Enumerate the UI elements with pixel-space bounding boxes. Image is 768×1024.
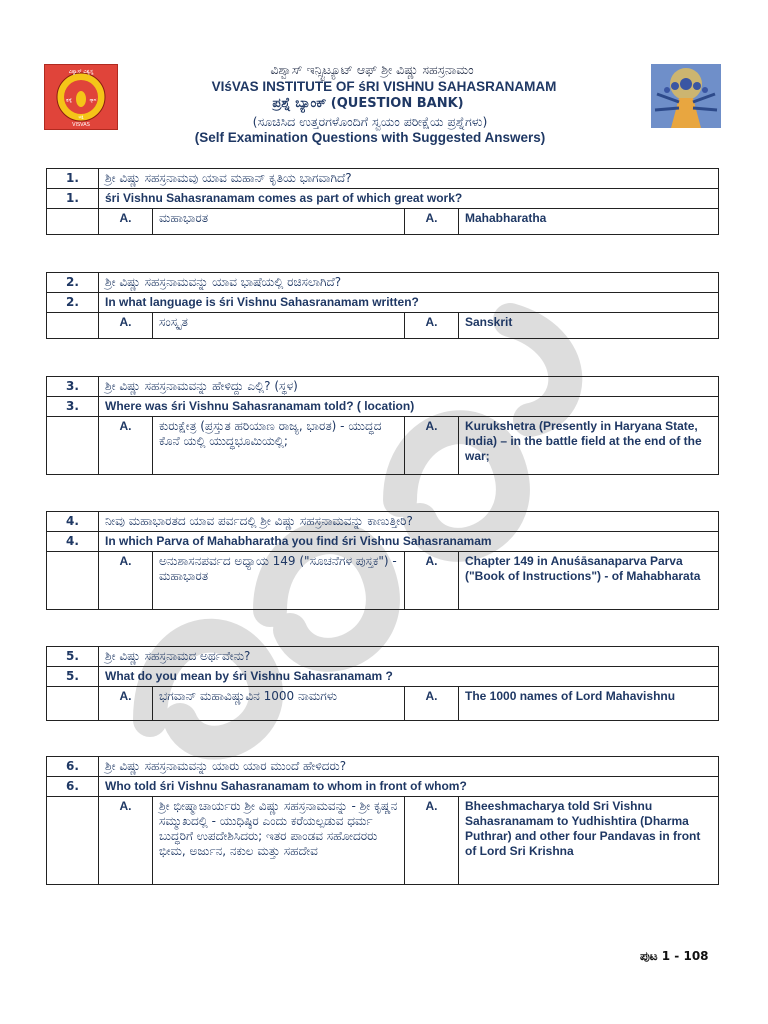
question-text-kannada: ಶ್ರೀ ವಿಷ್ಣು ಸಹಸ್ರನಾಮವು ಯಾವ ಮಹಾನ್ ಕೃತಿಯ ಭಾಗವಾಗಿದೆ? — [99, 169, 719, 189]
question-text-english: Where was śri Vishnu Sahasranamam told? ( location) — [99, 397, 719, 417]
blank-cell — [47, 313, 99, 339]
answer-label: A. — [99, 687, 153, 721]
logo-bottom-text: ಭಕ್ತಿ — [78, 114, 84, 119]
question-block-6 — [46, 756, 719, 885]
question-text-kannada: ಶ್ರೀ ವಿಷ್ಣು ಸಹಸ್ರನಾಮವನ್ನು ಹೇಳಿದ್ದು ಎಲ್ಲಿ? (ಸ್ಥಳ) — [99, 377, 719, 397]
header-question-bank: ಪ್ರಶ್ನೆ ಬ್ಯಾಂಕ್ (QUESTION BANK) — [272, 96, 464, 111]
blank-cell — [47, 552, 99, 610]
question-text-english: What do you mean by śri Vishnu Sahasranamam ? — [99, 667, 719, 687]
blank-cell — [47, 687, 99, 721]
answer-kannada: ಅನುಶಾಸನಪರ್ವದ ಅಧ್ಯಾಯ 149 ("ಸೂಚನೆಗಳ ಪುಸ್ತಕ") - ಮಹಾಭಾರತ — [153, 552, 405, 610]
logo-right-text: ಧ್ಯಾನ — [89, 97, 97, 102]
answer-english: The 1000 names of Lord Mahavishnu — [459, 687, 719, 721]
header-subtitle-kannada: (ಸೂಚಿಸಿದ ಉತ್ತರಗಳೊಂದಿಗೆ ಸ್ವಯಂ ಪರೀಕ್ಷೆಯ ಪ್ರಶ್ನೆಗಳು) — [252, 114, 488, 129]
question-number: 2. — [47, 293, 99, 313]
document-header — [0, 0, 768, 160]
answer-label: A. — [99, 209, 153, 235]
answer-english: Sanskrit — [459, 313, 719, 339]
answer-kannada: ಸಂಸ್ಕೃತ — [153, 313, 405, 339]
question-number: 5. — [47, 667, 99, 687]
answer-kannada: ಭಗವಾನ್ ಮಹಾವಿಷ್ಣುವಿನ 1000 ನಾಮಗಳು — [153, 687, 405, 721]
answer-kannada: ಮಹಾಭಾರತ — [153, 209, 405, 235]
page-number: ಪುಟ 1 - 108 — [640, 949, 709, 963]
header-subtitle-english: (Self Examination Questions with Suggested Answers) — [194, 130, 546, 145]
answer-kannada: ಕುರುಕ್ಷೇತ್ರ (ಪ್ರಸ್ತುತ ಹರಿಯಾಣ ರಾಜ್ಯ, ಭಾರತ) - ಯುದ್ಧದ ಕೊನೆ ಯಲ್ಲಿ ಯುದ್ಧಭೂಮಿಯಲ್ಲಿ; — [153, 417, 405, 475]
answer-label: A. — [405, 687, 459, 721]
answer-label: A. — [405, 552, 459, 610]
blank-cell — [47, 417, 99, 475]
answer-label: A. — [99, 797, 153, 885]
answer-label: A. — [405, 209, 459, 235]
question-number: 4. — [47, 512, 99, 532]
answer-label: A. — [99, 313, 153, 339]
answer-kannada: ಶ್ರೀ ಭೀಷ್ಮಾಚಾರ್ಯರು ಶ್ರೀ ವಿಷ್ಣು ಸಹಸ್ರನಾಮವನ್ನು - ಶ್ರೀ ಕೃಷ್ಣನ ಸಮ್ಮುಖದಲ್ಲಿ - ಯುಧಿಷ್ಠಿರ ಎಂದು ಕರೆಯಲ್ಪಡುವ ಧರ್ಮ ಬುದ್ಧರಿಗೆ ಉಪದೇಶಿಸಿದರು; ಇತರ ಪಾಂಡವ ಸಹೋದರರು ಭೀಮ, ಅರ್ಜುನ, ನಕುಲ ಮತ್ತು ಸಹದೇವ — [153, 797, 405, 885]
question-text-kannada: ಶ್ರೀ ವಿಷ್ಣು ಸಹಸ್ರನಾಮದ ಅರ್ಥವೇನು? — [99, 647, 719, 667]
answer-english: Kurukshetra (Presently in Haryana State, India) – in the battle field at the end of the war; — [459, 417, 719, 475]
question-number: 3. — [47, 377, 99, 397]
question-number: 6. — [47, 757, 99, 777]
answer-label: A. — [405, 313, 459, 339]
question-block-2 — [46, 272, 719, 339]
blank-cell — [47, 797, 99, 885]
answer-english: Mahabharatha — [459, 209, 719, 235]
question-block-4 — [46, 511, 719, 610]
answer-english: Chapter 149 in Anuśāsanaparva Parva ("Book of Instructions") - of Mahabharata — [459, 552, 719, 610]
question-number: 3. — [47, 397, 99, 417]
question-block-1 — [46, 168, 719, 235]
answer-label: A. — [99, 552, 153, 610]
logo-left-text: ಶ್ರದ್ಧೆ — [66, 97, 72, 102]
question-number: 1. — [47, 189, 99, 209]
question-number: 5. — [47, 647, 99, 667]
question-text-english: śri Vishnu Sahasranamam comes as part of which great work? — [99, 189, 719, 209]
logo-caption: VISVAS — [72, 122, 90, 128]
answer-label: A. — [405, 417, 459, 475]
question-block-3 — [46, 376, 719, 475]
blank-cell — [47, 209, 99, 235]
question-text-kannada: ನೀವು ಮಹಾಭಾರತದ ಯಾವ ಪರ್ವದಲ್ಲಿ ಶ್ರೀ ವಿಷ್ಣು ಸಹಸ್ರನಾಮವನ್ನು ಕಾಣುತ್ತೀರಿ? — [99, 512, 719, 532]
header-title-kannada: ವಿಶ್ವಾಸ್ ಇನ್ಸ್ಟಿಟ್ಯೂಟ್ ಆಫ್ ಶ್ರೀ ವಿಷ್ಣು ಸಹಸ್ರನಾಮಂ — [270, 62, 474, 77]
question-text-kannada: ಶ್ರೀ ವಿಷ್ಣು ಸಹಸ್ರನಾಮವನ್ನು ಯಾರು ಯಾರ ಮುಂದೆ ಹೇಳಿದರು? — [99, 757, 719, 777]
answer-label: A. — [405, 797, 459, 885]
question-text-kannada: ಶ್ರೀ ವಿಷ್ಣು ಸಹಸ್ರನಾಮವನ್ನು ಯಾವ ಭಾಷೆಯಲ್ಲಿ ರಚಿಸಲಾಗಿದೆ? — [99, 273, 719, 293]
question-text-english: Who told śri Vishnu Sahasranamam to whom in front of whom? — [99, 777, 719, 797]
question-number: 6. — [47, 777, 99, 797]
header-title-english: VIśVAS INSTITUTE OF śRI VISHNU SAHASRANAMAM — [211, 79, 557, 94]
answer-english: Bheeshmacharya told Sri Vishnu Sahasranamam to Yudhishtira (Dharma Puthrar) and other four Pandavas in front of Lord Sri Krishna — [459, 797, 719, 885]
question-text-english: In which Parva of Mahabharatha you find śri Vishnu Sahasranamam — [99, 532, 719, 552]
question-number: 4. — [47, 532, 99, 552]
answer-label: A. — [99, 417, 153, 475]
question-number: 2. — [47, 273, 99, 293]
question-block-5 — [46, 646, 719, 721]
logo-top-text: ವಿಶ್ವಾಸ್ ವಿಶ್ವಸ್ಥ — [68, 69, 94, 75]
question-text-english: In what language is śri Vishnu Sahasranamam written? — [99, 293, 719, 313]
vishwaroopa-image — [651, 64, 721, 128]
question-number: 1. — [47, 169, 99, 189]
